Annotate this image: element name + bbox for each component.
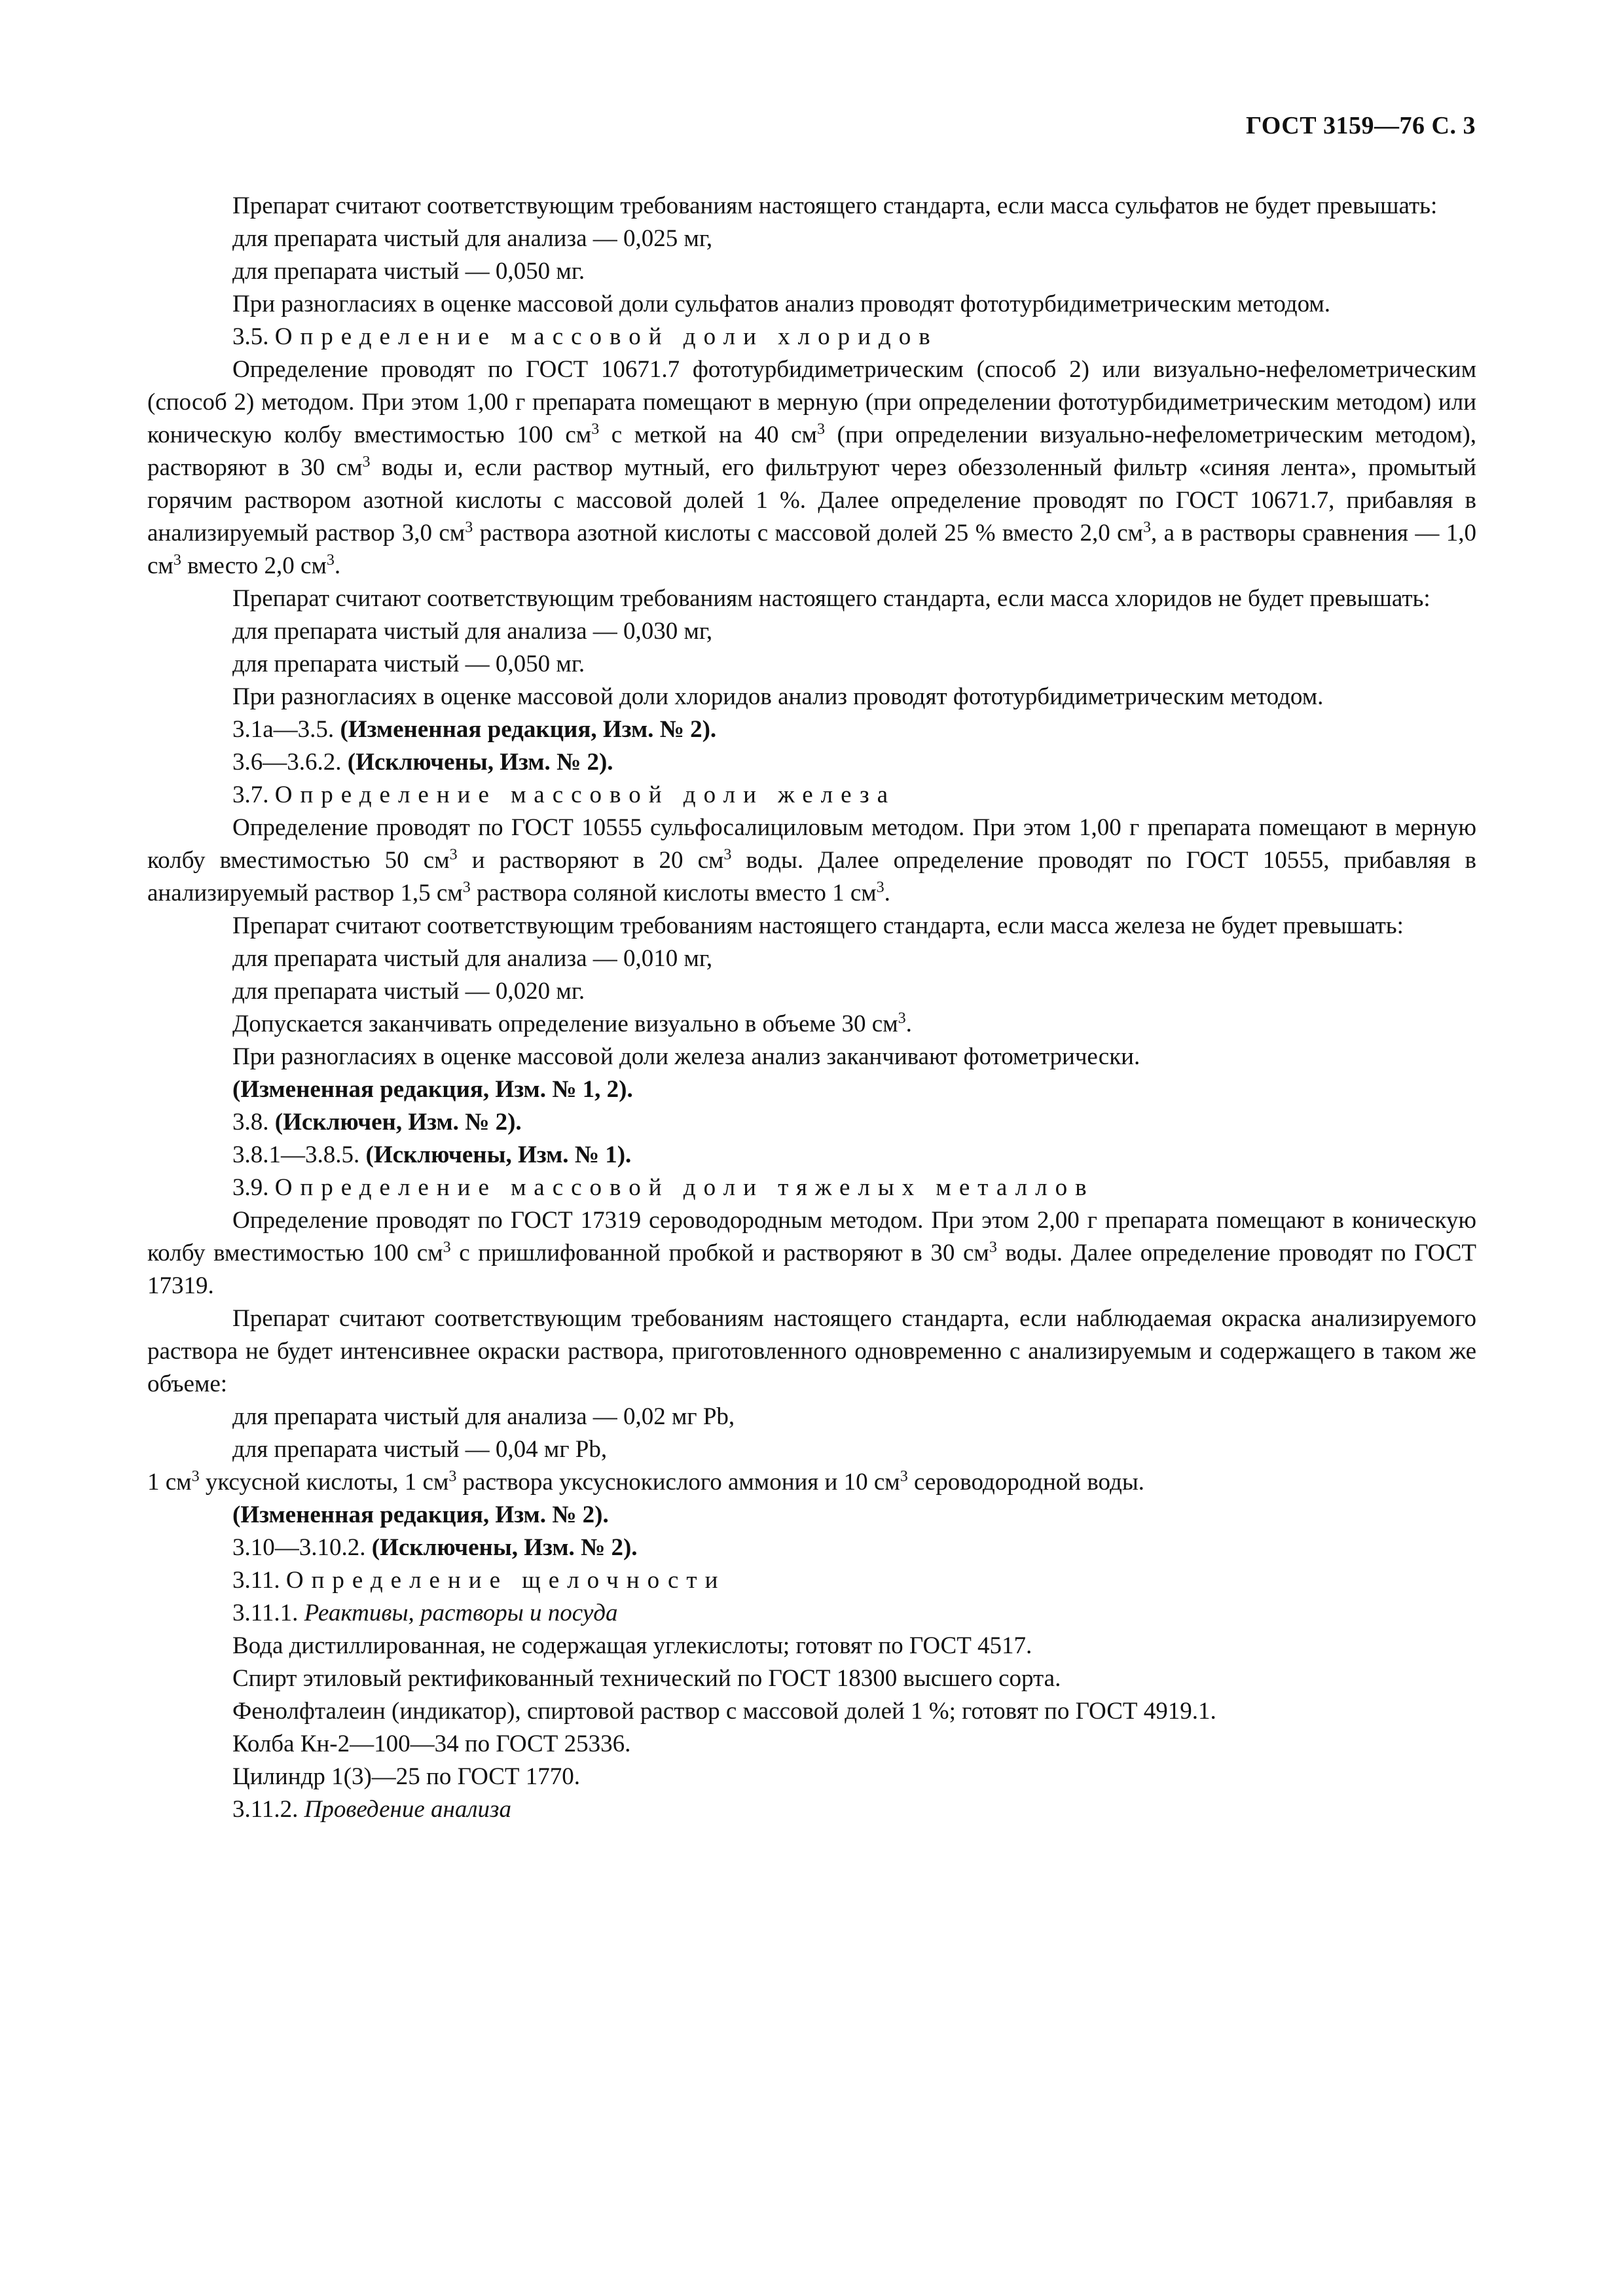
section-3-11-1-heading: 3.11.1. Реактивы, растворы и посуда bbox=[232, 1600, 618, 1626]
change-note-3-6: 3.6—3.6.2. (Исключены, Изм. № 2). bbox=[232, 749, 613, 776]
chloride-limit-pure: для препарата чистый — 0,050 мг. bbox=[232, 651, 585, 677]
section-3-9-number: 3.9. bbox=[232, 1174, 269, 1201]
section-3-9-heading bbox=[147, 1172, 1476, 1204]
sulfate-limit-pure: для препарата чистый — 0,050 мг. bbox=[232, 258, 585, 285]
heavy-metals-limit-analytical: для препарата чистый для анализа — 0,02 мг Pb, bbox=[232, 1403, 735, 1430]
heavy-metals-procedure: Определение проводят по ГОСТ 17319 сероводородным методом. При этом 2,00 г препарата помещают в коническую колбу вместимостью 100 $см^3$ с пришлифованной пробкой и растворяют в 30 $см^3$ воды. Далее определение проводят по ГОСТ 17319. bbox=[147, 1207, 1477, 1299]
change-note-3-10: 3.10—3.10.2. (Исключены, Изм. № 2). bbox=[232, 1534, 638, 1561]
heavy-metals-limit-pure: для препарата чистый — 0,04 мг Pb, bbox=[232, 1436, 608, 1463]
page-header: ГОСТ 3159—76 С. 3 bbox=[1246, 112, 1476, 139]
chloride-requirement: Препарат считают соответствующим требованиям настоящего стандарта, если масса хлоридов не будет превышать: bbox=[232, 585, 1431, 612]
change-note-heavy-metals: (Измененная редакция, Изм. № 2). bbox=[232, 1501, 609, 1528]
sulfate-requirement: Препарат считают соответствующим требованиям настоящего стандарта, если масса сульфатов не будет превышать: bbox=[232, 192, 1438, 219]
section-3-11-heading bbox=[147, 1564, 1476, 1597]
section-3-11-title: Определение щелочности bbox=[285, 1567, 726, 1594]
document-body bbox=[147, 190, 1476, 1826]
section-3-9-title: Определение массовой доли тяжелых металлов bbox=[274, 1174, 1095, 1201]
section-3-11-2-heading: 3.11.2. Проведение анализа bbox=[232, 1796, 511, 1823]
change-note-iron: (Измененная редакция, Изм. № 1, 2). bbox=[232, 1076, 633, 1103]
chloride-disagreement: При разногласиях в оценке массовой доли хлоридов анализ проводят фототурбидиметрическим методом. bbox=[232, 683, 1324, 710]
section-3-5-number: 3.5. bbox=[232, 323, 269, 350]
iron-limit-pure: для препарата чистый — 0,020 мг. bbox=[232, 978, 585, 1005]
equipment-cylinder: Цилиндр 1(3)—25 по ГОСТ 1770. bbox=[232, 1763, 581, 1790]
section-3-7-number: 3.7. bbox=[232, 781, 269, 808]
iron-disagreement: При разногласиях в оценке массовой доли железа анализ заканчивают фотометрически. bbox=[232, 1043, 1140, 1070]
heavy-metals-requirement: Препарат считают соответствующим требованиям настоящего стандарта, если наблюдаемая окраска анализируемого раствора не будет интенсивнее окраски раствора, приготовленного одновременно с анализируемым и содержащего в таком же объеме: bbox=[147, 1305, 1476, 1397]
reagent-water: Вода дистиллированная, не содержащая углекислоты; готовят по ГОСТ 4517. bbox=[232, 1632, 1032, 1659]
iron-limit-analytical: для препарата чистый для анализа — 0,010 мг, bbox=[232, 945, 713, 972]
section-3-7-heading bbox=[147, 779, 1476, 812]
chloride-procedure: Определение проводят по ГОСТ 10671.7 фототурбидиметрическим (способ 2) или визуально-нефелометрическим (способ 2) методом. При этом 1,00 г препарата помещают в мерную (при определении фототурбидиметрическим методом) или коническую колбу вместимостью 100 $см^3$ с меткой на 40 $см^3$ (при определении визуально-нефелометрическим методом), растворяют в 30 $см^3$ воды и, если раствор мутный, его фильтруют через обеззоленный фильтр «синяя лента», промытый горячим раствором азотной кислоты с массовой долей 1 %. Далее определение проводят по ГОСТ 10671.7, прибавляя в анализируемый раствор 3,0 $см^3$ раствора азотной кислоты с массовой долей 25 % вместо 2,0 $см^3$, а в растворы сравнения — 1,0 $см^3$ вместо 2,0 $см^3$. bbox=[147, 356, 1476, 579]
section-3-5-title: Определение массовой доли хлоридов bbox=[274, 323, 938, 350]
iron-requirement: Препарат считают соответствующим требованиям настоящего стандарта, если масса железа не будет превышать: bbox=[232, 912, 1404, 939]
change-note-3-1a-3-5: 3.1а—3.5. (Измененная редакция, Изм. № 2). bbox=[232, 716, 717, 743]
chloride-limit-analytical: для препарата чистый для анализа — 0,030 мг, bbox=[232, 618, 713, 645]
reagent-ethanol: Спирт этиловый ректификованный технический по ГОСТ 18300 высшего сорта. bbox=[232, 1665, 1061, 1692]
sulfate-disagreement: При разногласиях в оценке массовой доли сульфатов анализ проводят фототурбидиметрическим методом. bbox=[232, 291, 1331, 317]
change-note-3-8-1: 3.8.1—3.8.5. (Исключены, Изм. № 1). bbox=[232, 1141, 632, 1168]
section-3-5-heading bbox=[147, 321, 1476, 353]
equipment-flask: Колба Кн-2—100—34 по ГОСТ 25336. bbox=[232, 1731, 631, 1757]
section-3-11-number: 3.11. bbox=[232, 1567, 280, 1594]
section-3-7-title: Определение массовой доли железа bbox=[274, 781, 896, 808]
iron-procedure: Определение проводят по ГОСТ 10555 сульфосалициловым методом. При этом 1,00 г препарата помещают в мерную колбу вместимостью 50 $см^3$ и растворяют в 20 $см^3$ воды. Далее определение проводят по ГОСТ 10555, прибавляя в анализируемый раствор 1,5 $см^3$ раствора соляной кислоты вместо 1 $см^3$. bbox=[147, 814, 1476, 906]
heavy-metals-reagents: 1 $см^3$ уксусной кислоты, 1 $см^3$ раствора уксуснокислого аммония и 10 $см^3$ сероводородной воды. bbox=[147, 1468, 1144, 1496]
sulfate-limit-analytical: для препарата чистый для анализа — 0,025 мг, bbox=[232, 225, 713, 252]
change-note-3-8: 3.8. (Исключен, Изм. № 2). bbox=[232, 1109, 522, 1136]
iron-visual-note: Допускается заканчивать определение визуально в объеме 30 $см^3$. bbox=[232, 1010, 912, 1037]
reagent-phenolphthalein: Фенолфталеин (индикатор), спиртовой раствор с массовой долей 1 %; готовят по ГОСТ 4919.1. bbox=[232, 1698, 1216, 1725]
